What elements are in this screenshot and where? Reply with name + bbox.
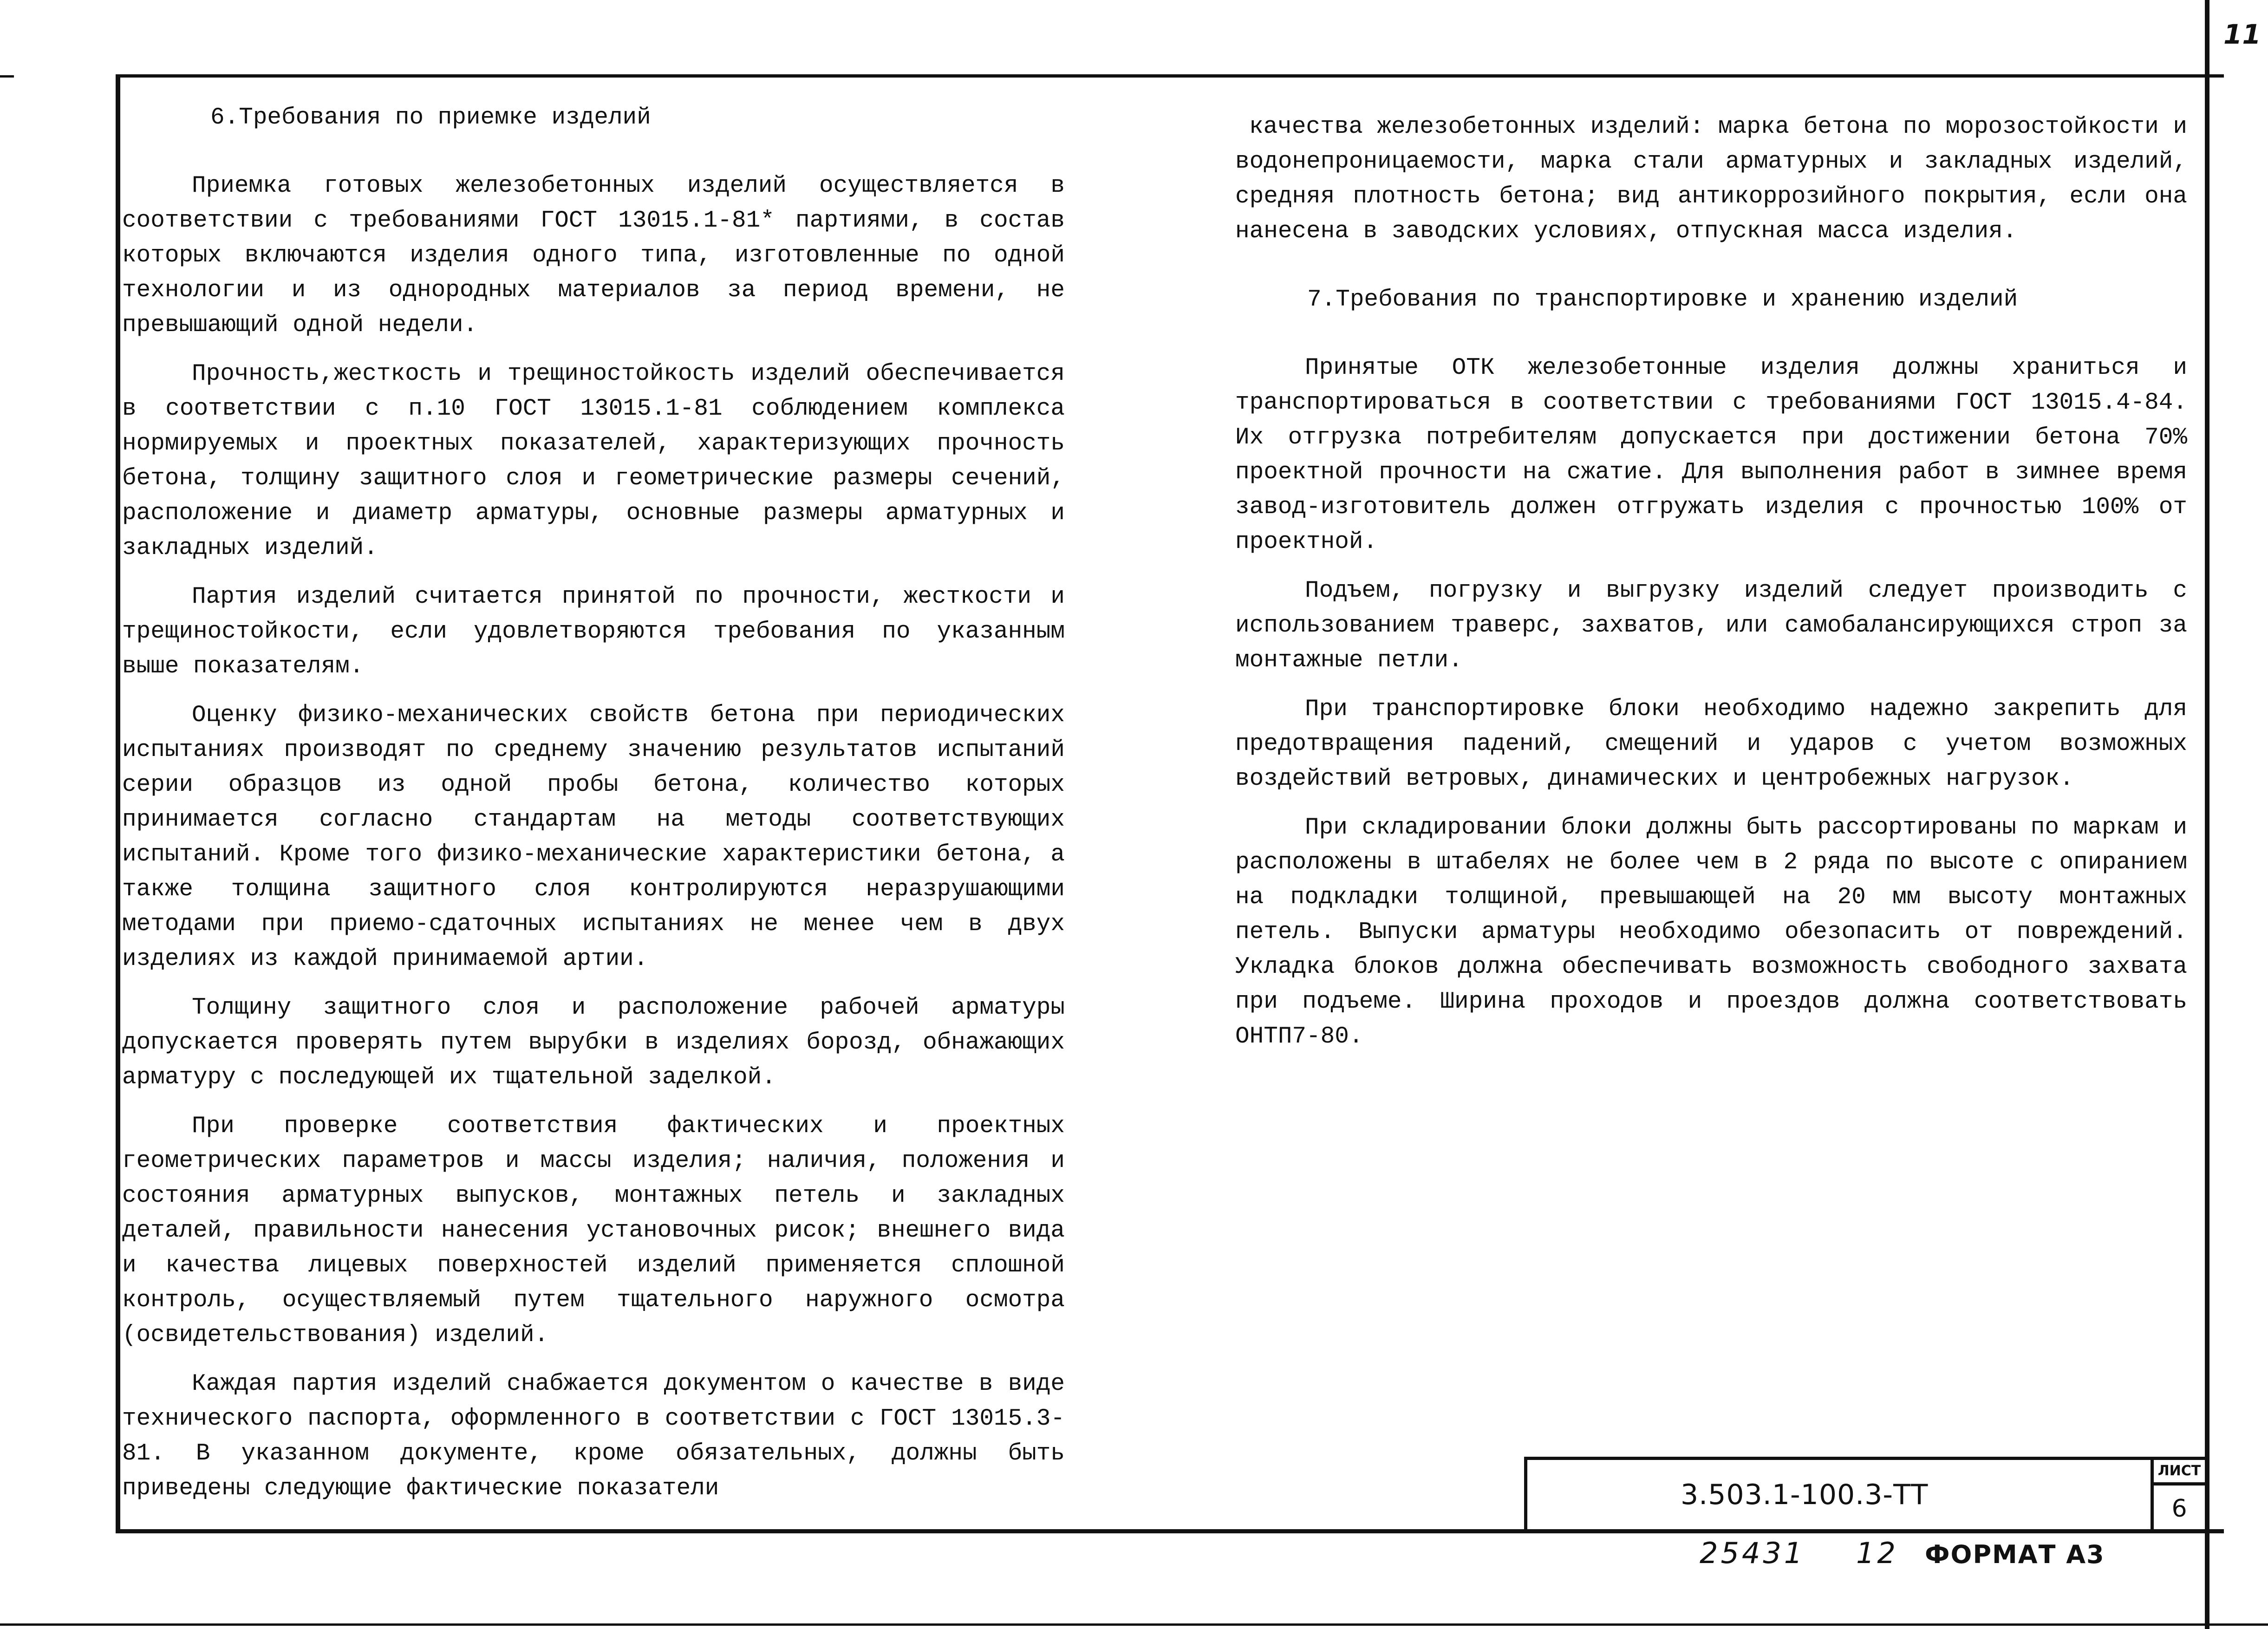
sheet-cell: [2151, 1460, 2205, 1530]
bottom-edge: [0, 1623, 2268, 1626]
paragraph: При проверке соответствия фактических и проектных геометрических параметров и массы изделия; наличия, положения и состояния арматурных выпусков, монтажных петель и закладных деталей, правильности нанесения установочных рисок; внешнего вида и качества лицевых поверхностей изделий применяется сплошной контроль, осуществляемый путем тщательного наружного осмотра (освидетельствования) изделий.: [122, 1113, 1065, 1349]
sheet-number: 6: [2171, 1495, 2187, 1523]
sheet-label: ЛИСТ: [2154, 1460, 2205, 1486]
paragraph: При складировании блоки должны быть рассортированы по маркам и расположены в штабелях не более чем в 2 ряда по высоте с опиранием на подкладки толщиной, превышающей на 20 мм высоту монтажных петель. Выпуски арматуры необходимо обезопасить от повреждений. Укладка блоков должна обеспечивать возможность свободного захвата при подъеме. Ширина проходов и проездов должна соответствовать ОНТП7-80.: [1235, 814, 2187, 1050]
section-7-heading: 7.Требования по транспортировке и хранению изделий: [1307, 287, 2018, 313]
paragraph: Подъем, погрузку и выгрузку изделий следует производить с использованием траверс, захватов, или самобалансирующихся строп за монтажные петли.: [1235, 578, 2187, 674]
footer-numbers: [1700, 1536, 1898, 1570]
paragraph: Оценку физико-механических свойств бетона при периодических испытаниях производят по среднему значению результатов испытаний серии образцов из одной пробы бетона, количество которых принимается согласно стандартам на методы соответствующих испытаний. Кроме того физико-механические характеристики бетона, а также толщина защитного слоя контролируются неразрушающими методами при приемо-сдаточных испытаниях не менее чем в двух изделиях из каждой принимаемой артии.: [122, 702, 1065, 972]
document-code: 3.503.1-100.3-ТТ: [1681, 1479, 1929, 1511]
left-column: [122, 100, 1065, 1520]
inventory-number: 25431: [1700, 1536, 1805, 1570]
paragraph: При транспортировке блоки необходимо надежно закрепить для предотвращения падений, смещений и ударов с учетом возможных воздействий ветровых, динамических и центробежных нагрузок.: [1235, 696, 2187, 792]
copy-number: 12: [1856, 1536, 1898, 1570]
corner-page-number: 11: [2223, 19, 2261, 50]
paragraph: Прочность,жесткость и трещиностойкость изделий обеспечивается в соответствии с п.10 ГОСТ 13015.1-81 соблюдением комплекса нормируемых и проектных показателей, характеризующих прочность бетона, толщину защитного слоя и геометрические размеры сечений, расположение и диаметр арматуры, основные размеры арматурных и закладных изделий.: [122, 361, 1065, 561]
paragraph: Каждая партия изделий снабжается документом о качестве в виде технического паспорта, оформленного в соответствии с ГОСТ 13015.3-81. В указанном документе, кроме обязательных, должны быть приведены следующие фактические показатели: [122, 1371, 1065, 1502]
title-block: [1524, 1457, 2205, 1533]
paragraph: Толщину защитного слоя и расположение рабочей арматуры допускается проверять путем вырубки в изделиях борозд, обнажающих арматуру с последующей их тщательной заделкой.: [122, 995, 1065, 1091]
paragraph: Приемка готовых железобетонных изделий осуществляется в соответствии с требованиями ГОСТ 13015.1-81* партиями, в состав которых включаются изделия одного типа, изготовленные по одной технологии и из однородных материалов за период времени, не превышающий одной недели.: [122, 173, 1065, 339]
section-6-heading: 6.Требования по приемке изделий: [210, 104, 651, 131]
right-column: [1235, 110, 2187, 1068]
edge-tick: [0, 75, 14, 78]
paper-format: ФОРМАТ А3: [1925, 1540, 2105, 1569]
paragraph-continuation: качества железобетонных изделий: марка бетона по морозостойкости и водонепроницаемости, марка стали арматурных и закладных изделий, средняя плотность бетона; вид антикоррозийного покрытия, если она нанесена в заводских условиях, отпускная масса изделия.: [1235, 114, 2187, 245]
paragraph: Принятые ОТК железобетонные изделия должны храниться и транспортироваться в соответствии с требованиями ГОСТ 13015.4-84. Их отгрузка потребителям допускается при достижении бетона 70% проектной прочности на сжатие. Для выполнения работ в зимнее время завод-изготовитель должен отгружать изделия с прочностью 100% от проектной.: [1235, 355, 2187, 555]
paragraph: Партия изделий считается принятой по прочности, жесткости и трещиностойкости, если удовлетворяются требования по указанным выше показателям.: [122, 584, 1065, 680]
